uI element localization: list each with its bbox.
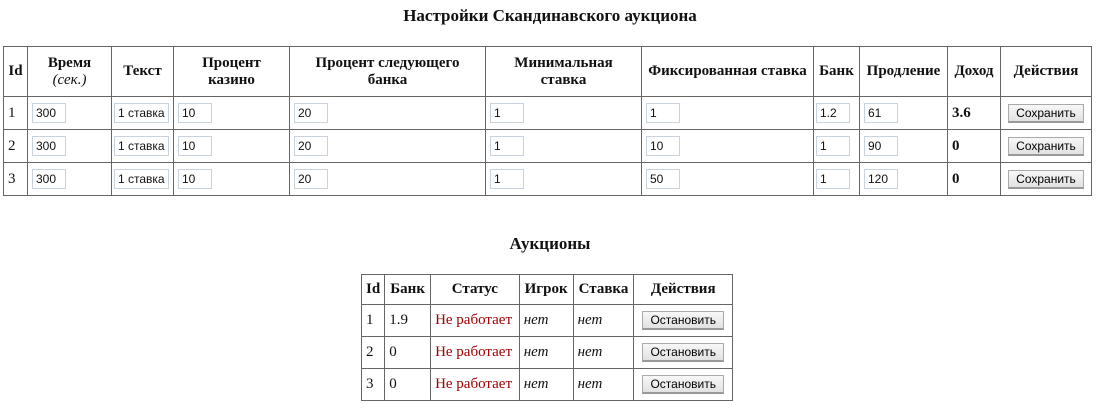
extension-cell	[860, 130, 948, 163]
col-bank: Банк	[814, 47, 860, 97]
table-row	[4, 163, 1092, 196]
fixed-bet-cell	[642, 163, 814, 196]
time-input[interactable]: 300	[32, 136, 66, 156]
fixed-bet-input[interactable]: 50	[646, 169, 680, 189]
next-bank-cell	[290, 97, 486, 130]
fixed-bet-input[interactable]: 1	[646, 103, 680, 123]
bank-cell	[814, 163, 860, 196]
id-cell: 2	[4, 130, 28, 163]
casino-input[interactable]: 10	[178, 169, 212, 189]
col-text: Текст	[112, 47, 174, 97]
bet-cell: нет	[573, 305, 634, 337]
time-unit: (сек.)	[52, 71, 87, 88]
player-cell: нет	[519, 305, 573, 337]
table-row	[4, 130, 1092, 163]
bank-input[interactable]: 1	[816, 169, 850, 189]
id-cell: 1	[362, 305, 385, 337]
table-row	[362, 369, 733, 401]
bank-cell	[814, 130, 860, 163]
status-cell: Не работает	[431, 337, 520, 369]
text-input[interactable]: 1 ставка	[114, 103, 169, 123]
actions-cell	[634, 305, 733, 337]
extension-cell	[860, 163, 948, 196]
min-bet-cell	[486, 130, 642, 163]
text-cell	[112, 97, 174, 130]
col-id: Id	[362, 275, 385, 305]
bank-cell: 1.9	[385, 305, 431, 337]
bank-cell	[814, 97, 860, 130]
time-input[interactable]: 300	[32, 103, 66, 123]
save-button[interactable]: Сохранить	[1008, 137, 1084, 156]
status-cell: Не работает	[431, 305, 520, 337]
table-row	[4, 97, 1092, 130]
stop-button[interactable]: Остановить	[642, 375, 724, 394]
income-cell: 0	[948, 130, 1001, 163]
stop-button[interactable]: Остановить	[642, 311, 724, 330]
income-cell: 0	[948, 163, 1001, 196]
next-bank-input[interactable]: 20	[294, 169, 328, 189]
text-input[interactable]: 1 ставка	[114, 136, 169, 156]
time-label: Время	[47, 54, 92, 71]
col-id: Id	[4, 47, 28, 97]
id-cell: 1	[4, 97, 28, 130]
time-cell	[28, 163, 112, 196]
col-bet: Ставка	[573, 275, 634, 305]
fixed-bet-cell	[642, 130, 814, 163]
status-cell: Не работает	[431, 369, 520, 401]
col-bank: Банк	[385, 275, 431, 305]
extension-input[interactable]: 120	[864, 169, 898, 189]
settings-title: Настройки Скандинавского аукциона	[403, 6, 697, 25]
actions-cell	[634, 337, 733, 369]
auctions-title: Аукционы	[509, 234, 591, 253]
player-cell: нет	[519, 337, 573, 369]
fixed-bet-input[interactable]: 10	[646, 136, 680, 156]
col-actions: Действия	[634, 275, 733, 305]
income-cell: 3.6	[948, 97, 1001, 130]
col-fixed-bet: Фиксированная ставка	[642, 47, 814, 97]
id-cell: 3	[362, 369, 385, 401]
table-row	[362, 337, 733, 369]
col-income: Доход	[948, 47, 1001, 97]
table-row	[362, 305, 733, 337]
col-next-bank: Процент следующего банка	[290, 47, 486, 97]
col-extension: Продление	[860, 47, 948, 97]
bet-cell: нет	[573, 369, 634, 401]
actions-cell	[1001, 130, 1092, 163]
header-row	[4, 47, 1092, 97]
text-cell	[112, 163, 174, 196]
auctions-table	[361, 274, 733, 401]
bank-cell: 0	[385, 369, 431, 401]
save-button[interactable]: Сохранить	[1008, 170, 1084, 189]
header-row	[362, 275, 733, 305]
fixed-bet-cell	[642, 97, 814, 130]
actions-cell	[1001, 163, 1092, 196]
actions-cell	[1001, 97, 1092, 130]
id-cell: 2	[362, 337, 385, 369]
extension-input[interactable]: 61	[864, 103, 898, 123]
bank-input[interactable]: 1	[816, 136, 850, 156]
extension-input[interactable]: 90	[864, 136, 898, 156]
casino-cell	[174, 130, 290, 163]
min-bet-input[interactable]: 1	[490, 103, 524, 123]
id-cell: 3	[4, 163, 28, 196]
next-bank-cell	[290, 163, 486, 196]
text-input[interactable]: 1 ставка	[114, 169, 169, 189]
col-time	[28, 47, 112, 97]
actions-cell	[634, 369, 733, 401]
casino-cell	[174, 97, 290, 130]
col-min-bet: Минимальная ставка	[486, 47, 642, 97]
min-bet-cell	[486, 97, 642, 130]
time-cell	[28, 130, 112, 163]
player-cell: нет	[519, 369, 573, 401]
next-bank-input[interactable]: 20	[294, 103, 328, 123]
stop-button[interactable]: Остановить	[642, 343, 724, 362]
bank-cell: 0	[385, 337, 431, 369]
casino-input[interactable]: 10	[178, 136, 212, 156]
time-input[interactable]: 300	[32, 169, 66, 189]
save-button[interactable]: Сохранить	[1008, 104, 1084, 123]
time-cell	[28, 97, 112, 130]
next-bank-cell	[290, 130, 486, 163]
min-bet-input[interactable]: 1	[490, 136, 524, 156]
settings-table	[3, 46, 1092, 196]
col-actions: Действия	[1001, 47, 1092, 97]
casino-cell	[174, 163, 290, 196]
next-bank-input[interactable]: 20	[294, 136, 328, 156]
min-bet-cell	[486, 163, 642, 196]
bank-input[interactable]: 1.2	[816, 103, 850, 123]
col-status: Статус	[431, 275, 520, 305]
col-player: Игрок	[519, 275, 573, 305]
casino-input[interactable]: 10	[178, 103, 212, 123]
col-casino: Процент казино	[174, 47, 290, 97]
min-bet-input[interactable]: 1	[490, 169, 524, 189]
extension-cell	[860, 97, 948, 130]
text-cell	[112, 130, 174, 163]
bet-cell: нет	[573, 337, 634, 369]
